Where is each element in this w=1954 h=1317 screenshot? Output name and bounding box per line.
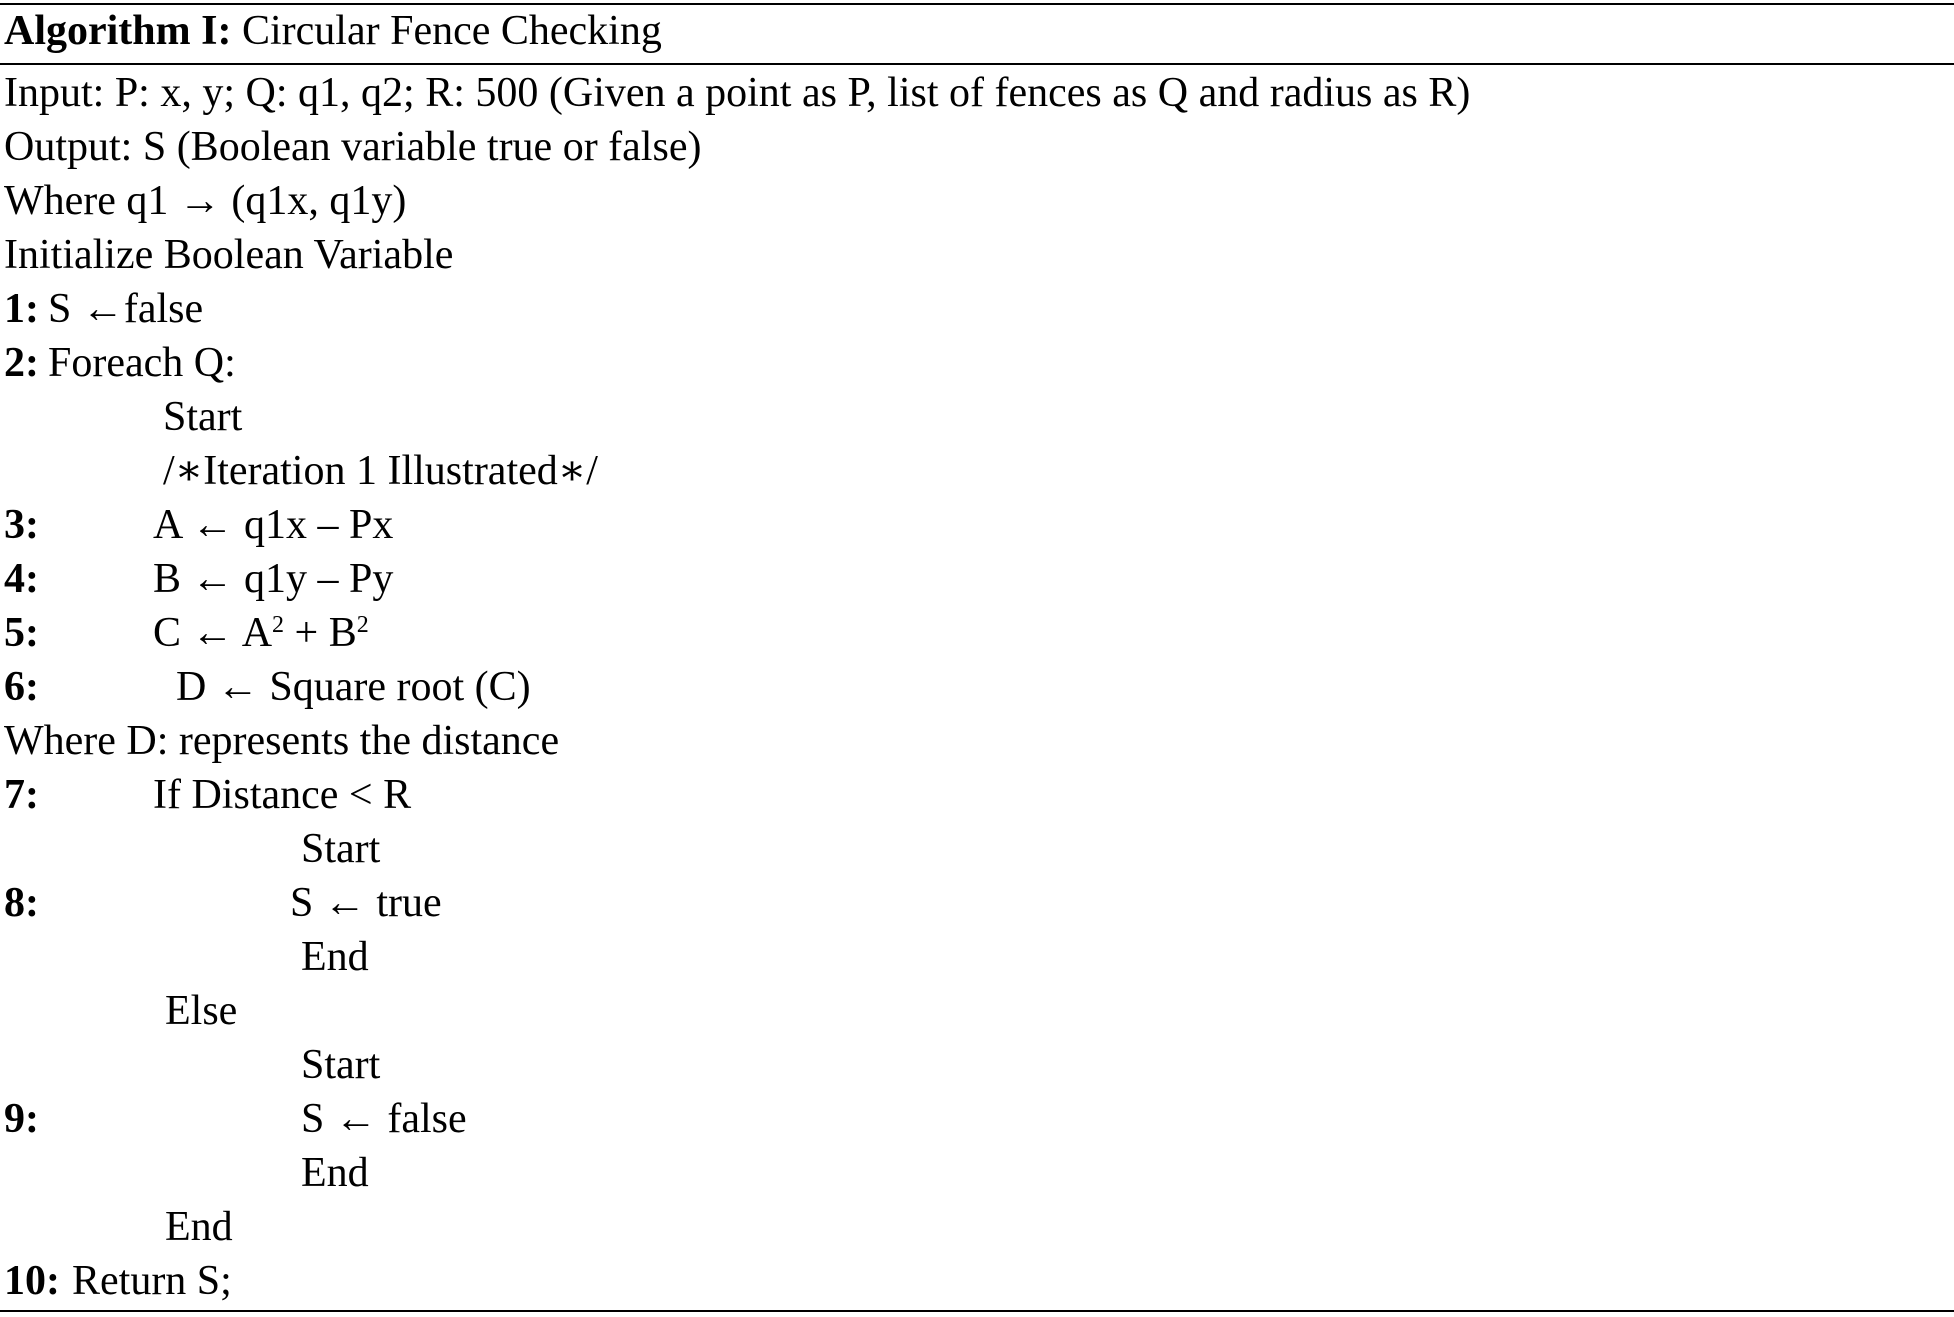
step-5-exponent-b: 2 <box>356 612 369 638</box>
where-q1-text: Where q1 → (q1x, q1y) <box>4 178 407 224</box>
step-7-text: If Distance < R <box>153 772 412 818</box>
step-5-exponent-a: 2 <box>272 612 285 638</box>
where-d-text: Where D: represents the distance <box>4 718 560 764</box>
step-1-number: 1: <box>4 286 39 332</box>
end-if-text: End <box>301 934 369 980</box>
step-8-text: S ← true <box>290 880 442 926</box>
step-10-number: 10: <box>4 1258 60 1304</box>
header-rule <box>0 63 1954 65</box>
comment-text: /∗Iteration 1 Illustrated∗/ <box>163 448 598 494</box>
start-else-text: Start <box>301 1042 381 1088</box>
step-10-text: Return S; <box>72 1258 232 1304</box>
step-5-lhs: C ← A <box>153 610 273 656</box>
step-9-text: S ← false <box>301 1096 467 1142</box>
start-if-text: Start <box>301 826 381 872</box>
step-5-text <box>153 606 369 660</box>
bottom-rule <box>0 1310 1954 1312</box>
init-text: Initialize Boolean Variable <box>4 232 454 278</box>
step-9-number: 9: <box>4 1096 39 1142</box>
step-5-number: 5: <box>4 610 39 656</box>
step-1-text: S ←false <box>48 286 204 332</box>
else-text: Else <box>165 988 238 1034</box>
step-3-number: 3: <box>4 502 39 548</box>
step-5-plus-b: + B <box>284 610 357 656</box>
step-6-text: D ← Square root (C) <box>176 664 531 710</box>
input-text: Input: P: x, y; Q: q1, q2; R: 500 (Given a point as P, list of fences as Q and radius as R) <box>4 70 1471 116</box>
step-4-number: 4: <box>4 556 39 602</box>
end-else-text: End <box>301 1150 369 1196</box>
step-3-text: A ← q1x – Px <box>153 502 394 548</box>
step-7-number: 7: <box>4 772 39 818</box>
step-2-text: Foreach Q: <box>48 340 236 386</box>
end-outer-text: End <box>165 1204 233 1250</box>
start-outer-text: Start <box>163 394 243 440</box>
step-8-number: 8: <box>4 880 39 926</box>
algorithm-title-text: Circular Fence Checking <box>241 8 662 54</box>
step-6-number: 6: <box>4 664 39 710</box>
algorithm-title-label: Algorithm I: <box>4 8 232 54</box>
output-text: Output: S (Boolean variable true or false) <box>4 124 702 170</box>
step-4-text: B ← q1y – Py <box>153 556 394 602</box>
step-2-number: 2: <box>4 340 39 386</box>
